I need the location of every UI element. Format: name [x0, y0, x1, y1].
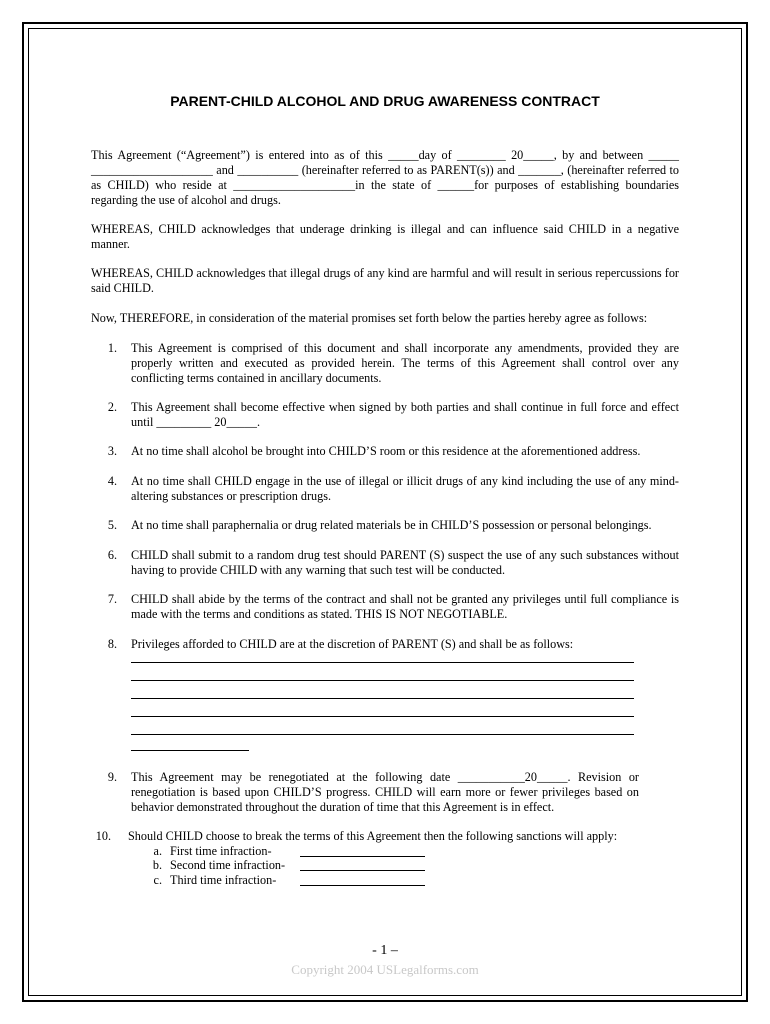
sanction-label: Second time infraction-	[170, 858, 286, 872]
copyright-notice: Copyright 2004 USLegalforms.com	[291, 962, 479, 977]
privileges-line[interactable]	[131, 698, 634, 699]
privileges-line[interactable]	[131, 716, 634, 717]
item-text: At no time shall paraphernalia or drug related materials be in CHILD’S possession or personal belongings.	[131, 518, 652, 532]
item-number: 1.	[107, 341, 117, 355]
item-number: 8.	[107, 637, 117, 651]
item-number: 5.	[107, 518, 117, 532]
privileges-line[interactable]	[131, 734, 634, 735]
item-number: 2.	[107, 400, 117, 414]
privileges-line[interactable]	[131, 662, 634, 663]
sanction-letter: b.	[152, 858, 162, 872]
sanction-letter: c.	[153, 873, 162, 887]
item-number: 3.	[107, 444, 117, 458]
item-text: This Agreement may be renegotiated at the following date ___________20_____. Revision or renegotiation is based upon CHILD’S progress. CHILD will earn more or fewer privileges based on behavior demonstrated throughout the duration of time that this Agreement is in effect.	[131, 770, 639, 814]
item-text: At no time shall CHILD engage in the use of illegal or illicit drugs of any kind including the use of any mind-altering substances or prescription drugs.	[131, 474, 679, 503]
privileges-line[interactable]	[131, 750, 249, 751]
item-text: CHILD shall submit to a random drug test should PARENT (S) suspect the use of any such substances without having to provide CHILD with any warning that such test will be conducted.	[131, 548, 679, 577]
sanction-blank[interactable]	[300, 885, 425, 886]
therefore-paragraph: Now, THEREFORE, in consideration of the material promises set forth below the parties hereby agree as follows:	[91, 311, 648, 325]
sanction-label: First time infraction-	[170, 844, 272, 858]
sanction-blank[interactable]	[300, 856, 425, 857]
privileges-line[interactable]	[131, 680, 634, 681]
item-number: 4.	[107, 474, 117, 488]
item-text: At no time shall alcohol be brought into CHILD’S room or this residence at the aforementioned address.	[131, 444, 641, 458]
item-text: Should CHILD choose to break the terms of this Agreement then the following sanctions will apply:	[128, 829, 618, 843]
item-number: 7.	[107, 592, 117, 606]
page-number: - 1 –	[372, 943, 398, 958]
whereas-paragraph-1: WHEREAS, CHILD acknowledges that underage drinking is illegal and can influence said CHILD in a negative manner.	[91, 222, 679, 251]
item-text: This Agreement is comprised of this document and shall incorporate any amendments, provided they are properly written and executed as provided herein. The terms of this Agreement shall control over any conflicting terms contained in ancillary documents.	[131, 341, 679, 385]
item-number: 9.	[107, 770, 117, 784]
item-text: CHILD shall abide by the terms of the contract and shall not be granted any privileges until full compliance is made with the terms and conditions as stated. THIS IS NOT NEGOTIABLE.	[131, 592, 679, 621]
item-number: 6.	[107, 548, 117, 562]
sanction-label: Third time infraction-	[170, 873, 277, 887]
whereas-paragraph-2: WHEREAS, CHILD acknowledges that illegal drugs of any kind are harmful and will result in serious repercussions for said CHILD.	[91, 266, 679, 295]
sanction-letter: a.	[153, 844, 162, 858]
document-title: PARENT-CHILD ALCOHOL AND DRUG AWARENESS CONTRACT	[170, 93, 600, 109]
sanction-blank[interactable]	[300, 870, 425, 871]
item-text: This Agreement shall become effective when signed by both parties and shall continue in full force and effect until _________ 20_____.	[131, 400, 679, 429]
item-text: Privileges afforded to CHILD are at the discretion of PARENT (S) and shall be as follows:	[131, 637, 574, 651]
item-number: 10.	[95, 829, 111, 843]
intro-paragraph: This Agreement (“Agreement”) is entered into as of this _____day of ________ 20_____, by and between _____ ____________________ and __________ (hereinafter referred to as PARENT(s)) and _______, (hereinafter referred to as CHILD) who reside at ____________________in the state of ______for purposes of establishing boundaries regarding the use of alcohol and drugs.	[91, 148, 679, 207]
